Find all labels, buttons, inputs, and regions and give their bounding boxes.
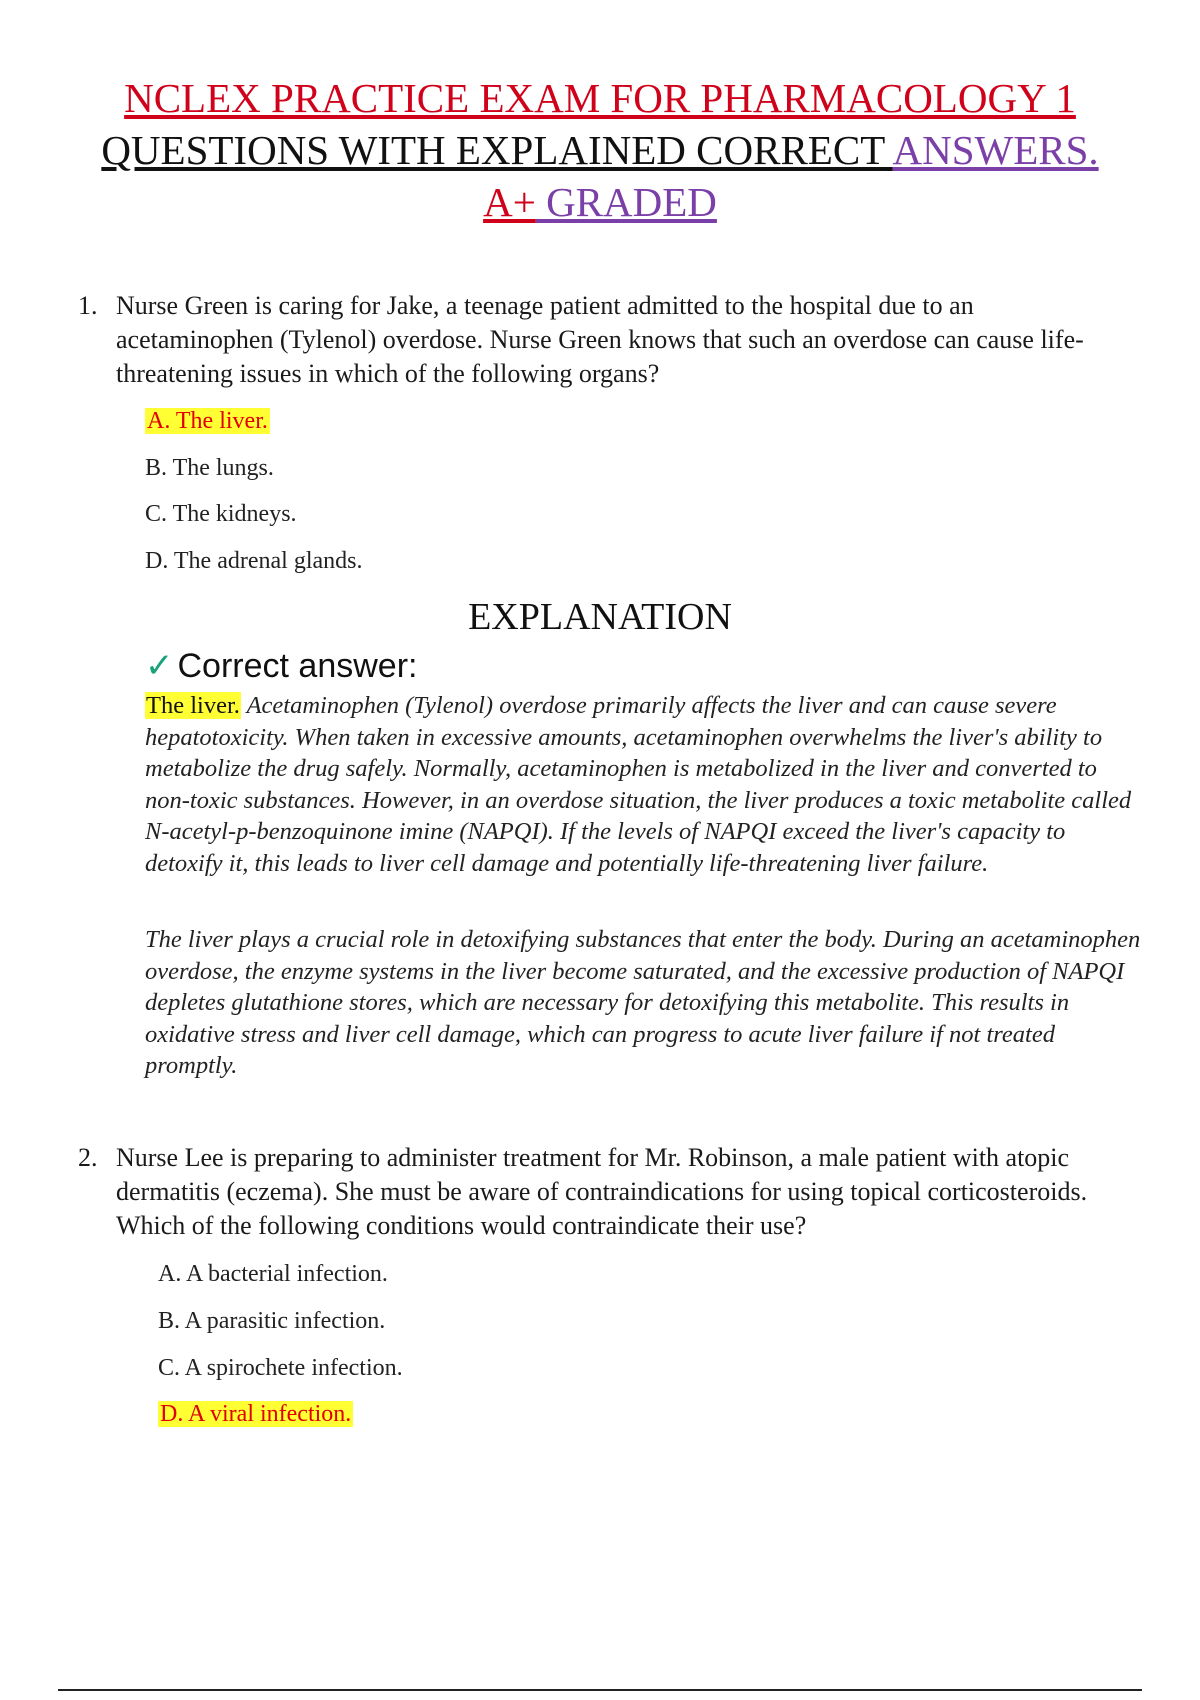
question-1 xyxy=(78,289,1118,391)
explanation-paragraph-1 xyxy=(145,690,1145,879)
question-2-option-d xyxy=(158,1399,353,1429)
question-2-text: Nurse Lee is preparing to administer treatment for Mr. Robinson, a male patient with atopic dermatitis (eczema). She must be aware of contraindications for using topical corticosteroids. Which of the following conditions would contraindicate their use? xyxy=(116,1143,1088,1240)
question-1-option-b: B. The lungs. xyxy=(145,455,274,481)
question-1-number: 1. xyxy=(78,291,98,320)
question-2-option-b: B. A parasitic infection. xyxy=(158,1308,386,1334)
title-line-1-text: NCLEX PRACTICE EXAM FOR PHARMACOLOGY 1 xyxy=(124,75,1076,121)
check-icon: ✓ xyxy=(145,647,174,685)
question-1-option-a xyxy=(145,406,270,436)
question-1-option-a-text: A. The liver. xyxy=(147,408,268,434)
question-1-option-d: D. The adrenal glands. xyxy=(145,548,363,574)
correct-answer-label: Correct answer: xyxy=(177,647,418,685)
correct-answer-label-row xyxy=(145,646,417,686)
question-2-option-a: A. A bacterial infection. xyxy=(158,1261,388,1287)
explanation-heading: EXPLANATION xyxy=(468,596,732,638)
question-1-option-c: C. The kidneys. xyxy=(145,501,297,527)
title-line-3 xyxy=(60,176,1140,228)
question-2 xyxy=(78,1141,1118,1243)
title-answers-text: ANSWERS. xyxy=(892,127,1099,173)
document-title xyxy=(60,72,1140,228)
question-2-option-d-text: D. A viral infection. xyxy=(160,1401,352,1427)
question-1-text: Nurse Green is caring for Jake, a teenage patient admitted to the hospital due to an acetaminophen (Tylenol) overdose. Nurse Green knows that such an overdose can cause life-threatening issues in which of the following organs? xyxy=(116,291,1084,388)
title-line-1 xyxy=(60,72,1140,124)
explanation-paragraph-1-text: Acetaminophen (Tylenol) overdose primarily affects the liver and can cause severe hepatotoxicity. When taken in excessive amounts, acetaminophen overwhelms the liver's ability to metabolize the drug safely. Normally, acetaminophen is metabolized in the liver and converted to non-toxic substances. However, in an overdose situation, the liver produces a toxic metabolite called N-acetyl-p-benzoquinone imine (NAPQI). If the levels of NAPQI exceed the liver's capacity to detoxify it, this leads to liver cell damage and potentially life-threatening liver failure. xyxy=(145,692,1132,877)
footer-rule xyxy=(58,1689,1142,1691)
question-2-option-c: C. A spirochete infection. xyxy=(158,1355,403,1381)
title-graded-text: GRADED xyxy=(535,179,717,225)
question-2-number: 2. xyxy=(78,1143,98,1172)
explanation-paragraph-2: The liver plays a crucial role in detoxifying substances that enter the body. During an acetaminophen overdose, the enzyme systems in the liver become saturated, and the excessive production of NAPQI depletes glutathione stores, which are necessary for detoxifying this metabolite. This results in oxidative stress and liver cell damage, which can progress to acute liver failure if not treated promptly. xyxy=(145,926,1141,1079)
title-line-2-text: QUESTIONS WITH EXPLAINED CORRECT xyxy=(101,127,893,173)
title-line-2 xyxy=(60,124,1140,176)
answer-lead: The liver. xyxy=(146,692,240,719)
title-grade-text: A+ xyxy=(483,179,536,225)
